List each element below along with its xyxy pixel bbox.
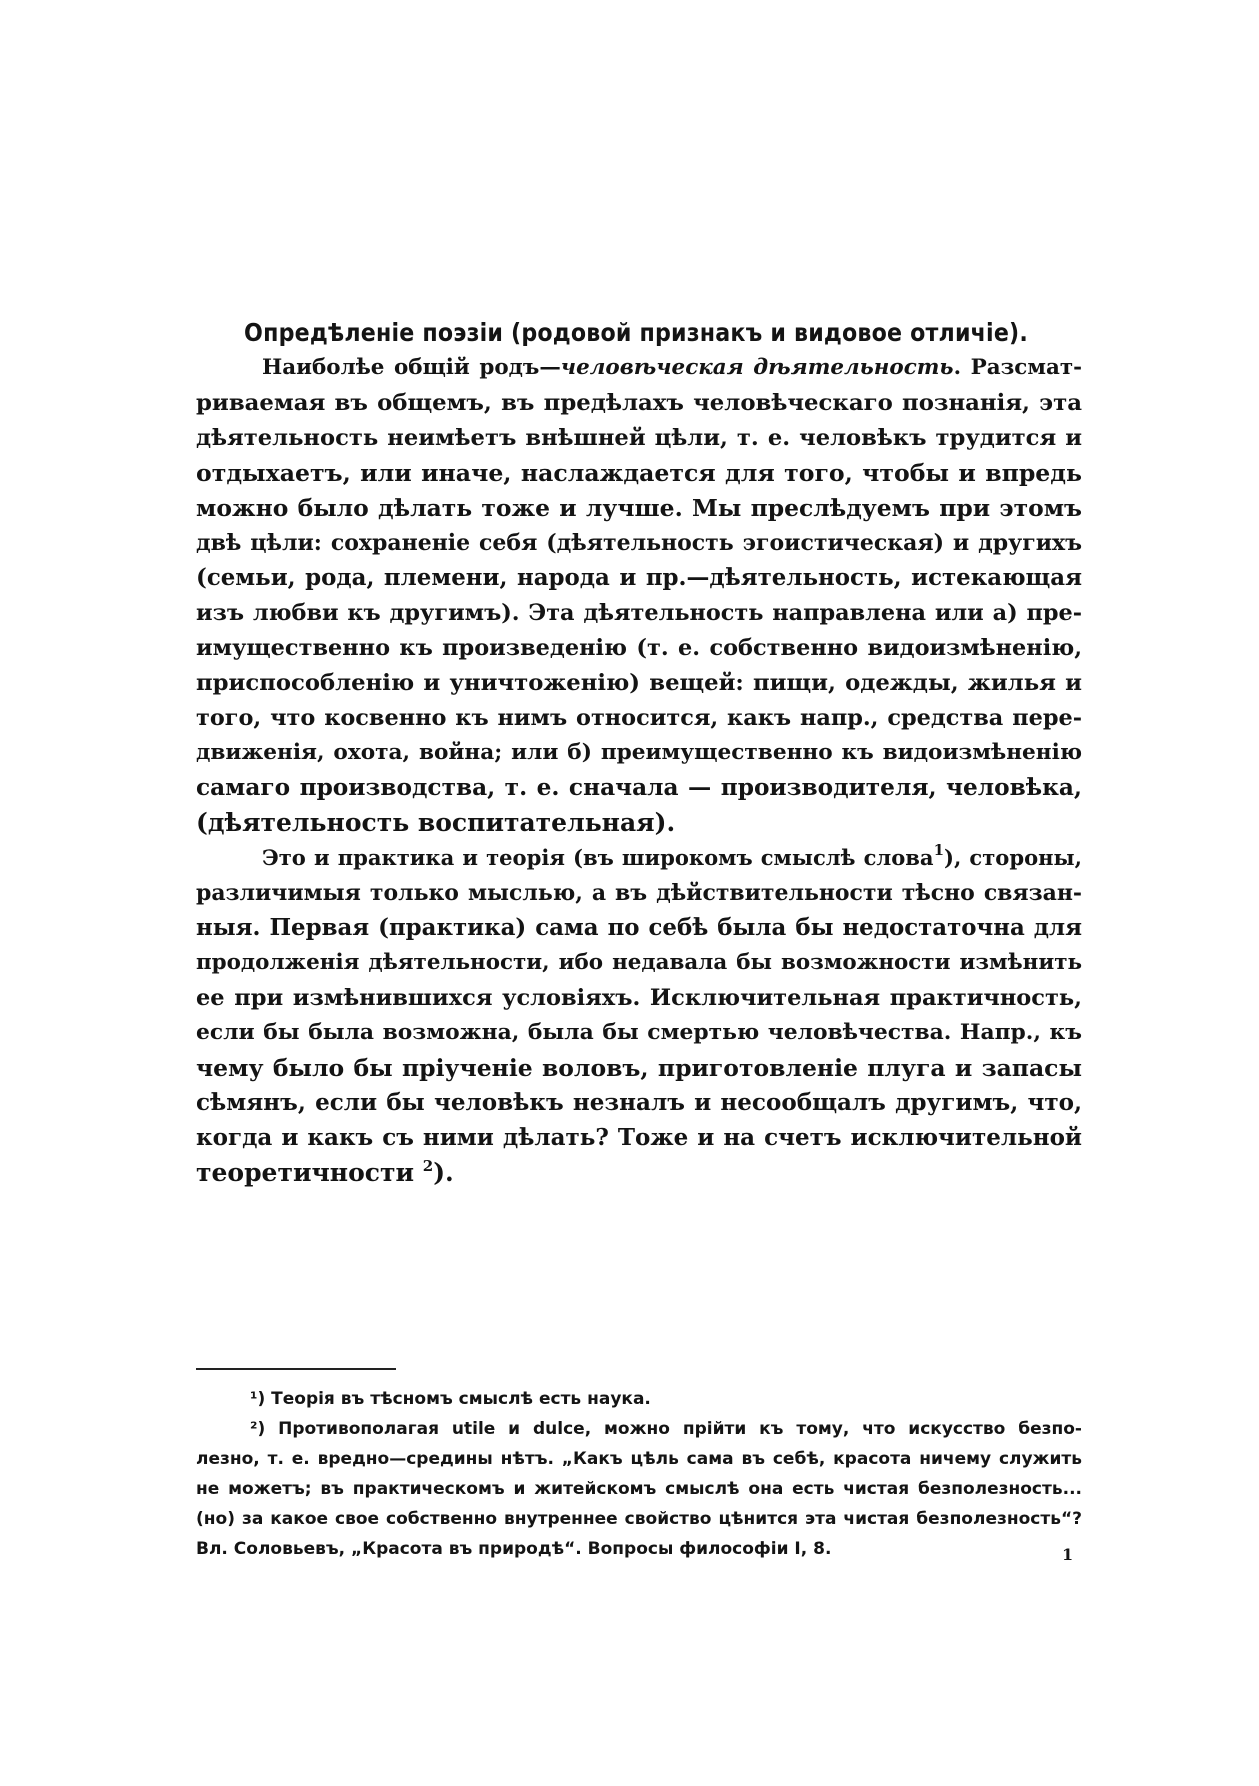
body-line-10: приспособленію и уничтоженію) вещей: пищи, одежды, жилья и xyxy=(196,670,1082,696)
body-line-14: (дѣятельность воспитательная). xyxy=(196,808,676,837)
body-line-11: того, что косвенно къ нимъ относится, какъ напр., средства пере- xyxy=(196,705,1082,731)
body-line-17: ныя. Первая (практика) сама по себѣ была бы недостаточна для xyxy=(196,915,1082,941)
body-line-21: чему было бы пріученіе воловъ, приготовленіе плуга и запасы xyxy=(196,1054,1082,1082)
body-line-24-end: ). xyxy=(433,1158,454,1187)
body-line-2: риваемая въ общемъ, въ предѣлахъ человѣческаго познанія, эта xyxy=(196,390,1082,416)
body-line-6: двѣ цѣли: сохраненіе себя (дѣятельность эгоистическая) и другихъ xyxy=(196,530,1082,556)
footnote-2-line-1-text: ²) Противополагая utile и dulce, можно прійти къ тому, что искусство безпо- xyxy=(250,1419,1082,1439)
body-line-7: (семьи, рода, племени, народа и пр.—дѣятельность, истекающая xyxy=(196,565,1082,591)
footnote-2-line-4: (но) за какое свое собственно внутреннее свойство цѣнится эта чистая безполезность“? xyxy=(196,1509,1082,1529)
body-line-5: можно было дѣлать тоже и лучше. Мы преслѣдуемъ при этомъ xyxy=(196,494,1082,522)
body-line-12: движенія, охота, война; или б) преимущественно къ видоизмѣненію xyxy=(196,740,1082,765)
body-line-15-text: Это и практика и теорія (въ широкомъ смыслѣ слова xyxy=(262,845,934,870)
body-line-24 xyxy=(196,1153,1082,1193)
footnote-2-line-3: не можетъ; въ практическомъ и житейскомъ смыслѣ она есть чистая безполезность... xyxy=(196,1479,1082,1499)
body-line-22: сѣмянъ, если бы человѣкъ незналъ и несообщалъ другимъ, что, xyxy=(196,1089,1082,1116)
footnote-ref-1[interactable]: 1 xyxy=(933,841,945,859)
footnote-2-line-2: лезно, т. е. вредно—средины нѣтъ. „Какъ цѣль сама въ себѣ, красота ничему служить xyxy=(196,1449,1082,1469)
body-line-1 xyxy=(262,348,1082,388)
body-line-24-text: теоретичности xyxy=(196,1158,415,1187)
footnote-2-line-5: Вл. Соловьевъ, „Красота въ природѣ“. Вопросы философіи I, 8. xyxy=(196,1539,832,1559)
emphasis-text: человѣческая дѣятельность xyxy=(560,355,954,380)
body-line-18: продолженія дѣятельности, ибо недавала бы возможности измѣнить xyxy=(196,950,1082,975)
body-line-9: имущественно къ произведенію (т. е. собственно видоизмѣненію, xyxy=(196,635,1082,661)
body-line-8: изъ любви къ другимъ). Эта дѣятельность направлена или а) пре- xyxy=(196,600,1082,626)
body-line-16: различимыя только мыслью, а въ дѣйствительности тѣсно связан- xyxy=(196,880,1082,906)
body-line-13: самаго производства, т. е. сначала — производителя, человѣка, xyxy=(196,774,1082,801)
footnote-divider xyxy=(196,1368,396,1370)
body-line-1-start: Наиболѣе общій родъ— xyxy=(262,355,561,380)
page-number: 1 xyxy=(1062,1545,1074,1564)
body-line-23: когда и какъ съ ними дѣлать? Тоже и на счетъ исключительной xyxy=(196,1124,1082,1151)
body-line-15-end: ), стороны, xyxy=(944,845,1082,870)
body-line-19: ее при измѣнившихся условіяхъ. Исключительная практичность, xyxy=(196,985,1082,1011)
body-line-1-end: . Разсмат- xyxy=(953,355,1082,380)
body-line-15 xyxy=(262,838,1082,878)
footnote-ref-2[interactable]: 2 xyxy=(422,1157,434,1175)
body-line-4: отдыхаетъ, или иначе, наслаждается для того, чтобы и впредь xyxy=(196,459,1082,487)
section-heading: Опредѣленіе поэзіи (родовой признакъ и видовое отличіе). xyxy=(244,318,1028,347)
footnote-2-line-1 xyxy=(250,1414,1082,1444)
body-line-20: если бы была возможна, была бы смертью человѣчества. Напр., къ xyxy=(196,1020,1082,1045)
footnote-1: ¹) Теорія въ тѣсномъ смыслѣ есть наука. xyxy=(250,1389,651,1409)
body-line-3: дѣятельность неимѣетъ внѣшней цѣли, т. е. человѣкъ трудится и xyxy=(196,425,1082,451)
